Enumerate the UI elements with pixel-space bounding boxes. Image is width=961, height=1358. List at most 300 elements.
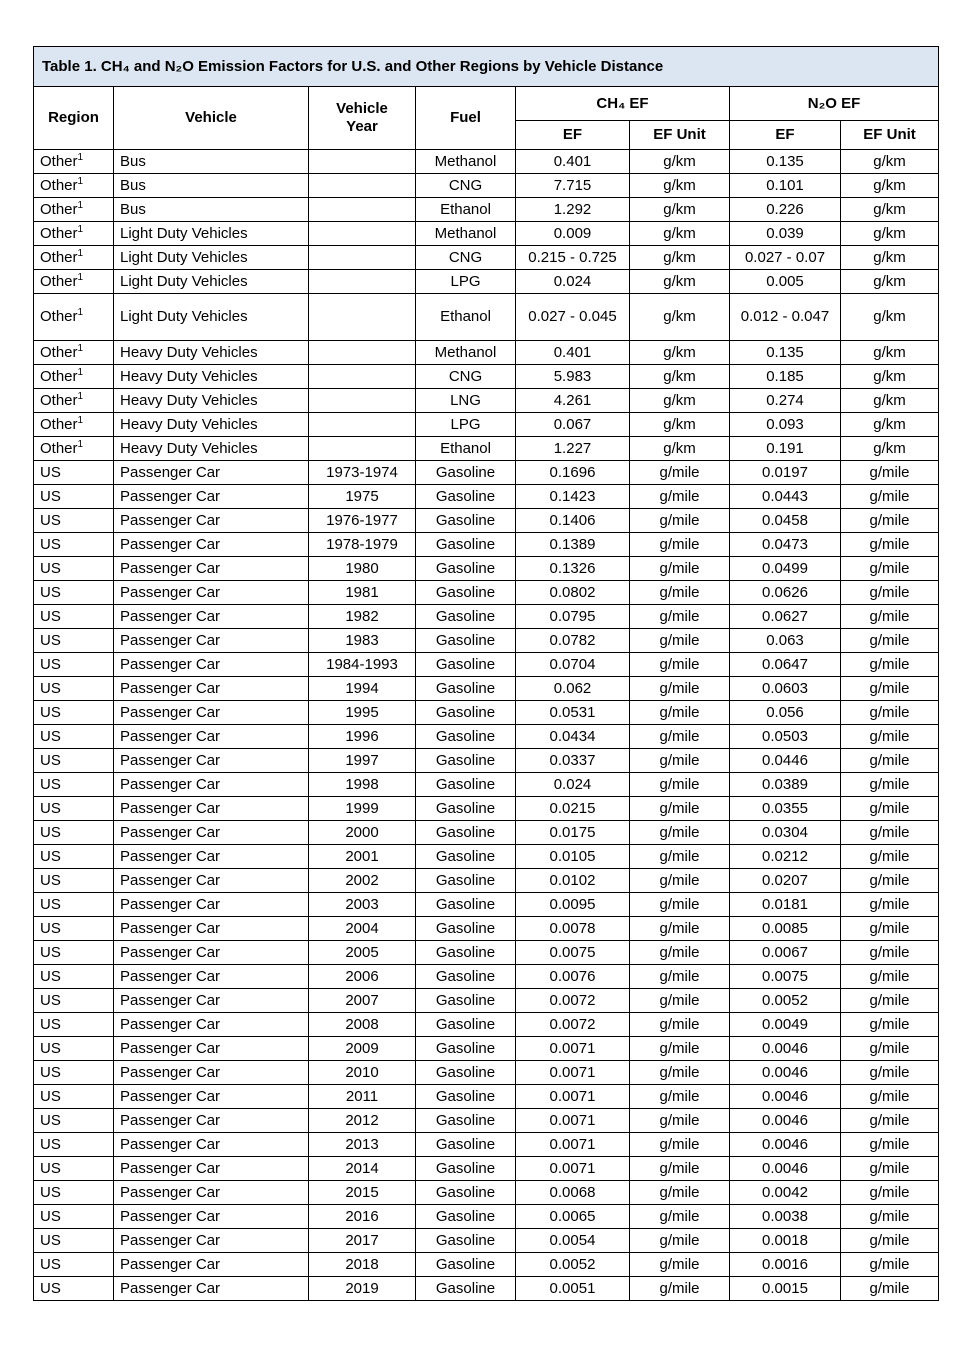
- cell-ch4-ef-unit: g/mile: [630, 1157, 730, 1181]
- cell-vehicle: Heavy Duty Vehicles: [114, 437, 309, 461]
- table-row: [34, 917, 939, 941]
- cell-fuel: Gasoline: [416, 725, 516, 749]
- table-row: [34, 1157, 939, 1181]
- cell-vehicle: Heavy Duty Vehicles: [114, 365, 309, 389]
- cell-region: US: [34, 605, 114, 629]
- cell-ch4-ef-unit: g/mile: [630, 1085, 730, 1109]
- cell-n2o-ef-unit: g/mile: [841, 1133, 939, 1157]
- cell-vehicle-year: 1973-1974: [309, 461, 416, 485]
- cell-region: US: [34, 1085, 114, 1109]
- cell-n2o-ef-unit: g/km: [841, 413, 939, 437]
- cell-region: US: [34, 965, 114, 989]
- cell-region: Other$^1$: [34, 437, 114, 461]
- table-row: [34, 701, 939, 725]
- cell-fuel: Gasoline: [416, 1205, 516, 1229]
- table-row: [34, 533, 939, 557]
- cell-vehicle-year: 2009: [309, 1037, 416, 1061]
- cell-n2o-ef: 0.0046: [730, 1037, 841, 1061]
- cell-region: US: [34, 1253, 114, 1277]
- cell-ch4-ef-unit: g/km: [630, 246, 730, 270]
- table-row: [34, 653, 939, 677]
- table-row: [34, 941, 939, 965]
- cell-ch4-ef: 1.292: [516, 198, 630, 222]
- table-row: [34, 605, 939, 629]
- cell-region: US: [34, 845, 114, 869]
- cell-fuel: Methanol: [416, 150, 516, 174]
- table-row: [34, 557, 939, 581]
- cell-n2o-ef-unit: g/mile: [841, 509, 939, 533]
- cell-vehicle: Passenger Car: [114, 1181, 309, 1205]
- cell-region: Other$^1$: [34, 365, 114, 389]
- cell-vehicle-year: 2000: [309, 821, 416, 845]
- cell-vehicle: Passenger Car: [114, 773, 309, 797]
- table-row: [34, 509, 939, 533]
- cell-n2o-ef: 0.0212: [730, 845, 841, 869]
- cell-vehicle-year: 1981: [309, 581, 416, 605]
- cell-region: Other$^1$: [34, 222, 114, 246]
- cell-fuel: Gasoline: [416, 605, 516, 629]
- cell-n2o-ef-unit: g/mile: [841, 773, 939, 797]
- cell-ch4-ef: 0.0795: [516, 605, 630, 629]
- cell-vehicle: Passenger Car: [114, 989, 309, 1013]
- cell-n2o-ef: 0.0207: [730, 869, 841, 893]
- cell-n2o-ef-unit: g/km: [841, 437, 939, 461]
- cell-ch4-ef: 0.0078: [516, 917, 630, 941]
- cell-vehicle: Passenger Car: [114, 1013, 309, 1037]
- cell-ch4-ef: 1.227: [516, 437, 630, 461]
- cell-ch4-ef: 0.1406: [516, 509, 630, 533]
- cell-n2o-ef: 0.027 - 0.07: [730, 246, 841, 270]
- header-ch4-ef-value: EF: [516, 121, 630, 150]
- cell-vehicle: Bus: [114, 150, 309, 174]
- cell-vehicle: Passenger Car: [114, 797, 309, 821]
- cell-ch4-ef: 0.0215: [516, 797, 630, 821]
- header-n2o-ef: N₂O EF: [730, 87, 939, 121]
- table-row: [34, 461, 939, 485]
- cell-n2o-ef-unit: g/mile: [841, 1205, 939, 1229]
- cell-ch4-ef: 0.0704: [516, 653, 630, 677]
- cell-fuel: Gasoline: [416, 1037, 516, 1061]
- emission-factors-table: [33, 46, 939, 1301]
- cell-region: US: [34, 677, 114, 701]
- cell-ch4-ef-unit: g/mile: [630, 701, 730, 725]
- cell-fuel: Gasoline: [416, 485, 516, 509]
- cell-vehicle-year: 2017: [309, 1229, 416, 1253]
- table-row: [34, 797, 939, 821]
- cell-n2o-ef: 0.0085: [730, 917, 841, 941]
- cell-region: US: [34, 941, 114, 965]
- cell-ch4-ef-unit: g/km: [630, 222, 730, 246]
- cell-vehicle: Passenger Car: [114, 557, 309, 581]
- cell-n2o-ef: 0.0038: [730, 1205, 841, 1229]
- cell-fuel: Gasoline: [416, 797, 516, 821]
- cell-ch4-ef-unit: g/mile: [630, 1205, 730, 1229]
- cell-n2o-ef: 0.0355: [730, 797, 841, 821]
- cell-n2o-ef: 0.0603: [730, 677, 841, 701]
- cell-region: Other$^1$: [34, 294, 114, 341]
- table-row: [34, 869, 939, 893]
- cell-region: US: [34, 1229, 114, 1253]
- cell-n2o-ef: 0.0181: [730, 893, 841, 917]
- cell-ch4-ef-unit: g/mile: [630, 1109, 730, 1133]
- cell-fuel: Gasoline: [416, 989, 516, 1013]
- cell-ch4-ef: 0.1423: [516, 485, 630, 509]
- cell-vehicle: Passenger Car: [114, 605, 309, 629]
- table-row: [34, 629, 939, 653]
- cell-n2o-ef-unit: g/mile: [841, 1085, 939, 1109]
- cell-ch4-ef-unit: g/km: [630, 174, 730, 198]
- cell-region: US: [34, 461, 114, 485]
- cell-n2o-ef: 0.0473: [730, 533, 841, 557]
- cell-vehicle-year: 2015: [309, 1181, 416, 1205]
- cell-ch4-ef: 0.0782: [516, 629, 630, 653]
- cell-ch4-ef: 0.0071: [516, 1037, 630, 1061]
- cell-ch4-ef: 0.401: [516, 150, 630, 174]
- cell-n2o-ef-unit: g/mile: [841, 797, 939, 821]
- cell-ch4-ef-unit: g/mile: [630, 461, 730, 485]
- cell-fuel: Gasoline: [416, 461, 516, 485]
- cell-n2o-ef-unit: g/mile: [841, 989, 939, 1013]
- table-row: [34, 989, 939, 1013]
- cell-n2o-ef: 0.0075: [730, 965, 841, 989]
- cell-region: US: [34, 533, 114, 557]
- cell-vehicle-year: 2014: [309, 1157, 416, 1181]
- cell-fuel: LNG: [416, 389, 516, 413]
- cell-n2o-ef: 0.093: [730, 413, 841, 437]
- cell-n2o-ef-unit: g/mile: [841, 557, 939, 581]
- footnote-marker: 1: [77, 151, 84, 163]
- table-row: [34, 389, 939, 413]
- footnote-marker: 1: [77, 390, 84, 402]
- cell-region: US: [34, 773, 114, 797]
- cell-vehicle-year: [309, 413, 416, 437]
- table-body: [34, 150, 939, 1301]
- cell-ch4-ef-unit: g/mile: [630, 581, 730, 605]
- cell-n2o-ef: 0.0627: [730, 605, 841, 629]
- cell-region: US: [34, 869, 114, 893]
- cell-vehicle: Bus: [114, 198, 309, 222]
- cell-region: US: [34, 989, 114, 1013]
- cell-vehicle-year: [309, 437, 416, 461]
- table-row: [34, 1013, 939, 1037]
- cell-ch4-ef-unit: g/mile: [630, 557, 730, 581]
- cell-n2o-ef: 0.005: [730, 270, 841, 294]
- cell-vehicle: Passenger Car: [114, 581, 309, 605]
- cell-ch4-ef: 0.0071: [516, 1157, 630, 1181]
- cell-vehicle: Passenger Car: [114, 917, 309, 941]
- cell-vehicle-year: 1976-1977: [309, 509, 416, 533]
- table-row: [34, 150, 939, 174]
- cell-vehicle: Heavy Duty Vehicles: [114, 341, 309, 365]
- cell-n2o-ef-unit: g/mile: [841, 653, 939, 677]
- cell-ch4-ef-unit: g/km: [630, 413, 730, 437]
- cell-ch4-ef-unit: g/mile: [630, 509, 730, 533]
- cell-n2o-ef-unit: g/mile: [841, 965, 939, 989]
- cell-vehicle: Light Duty Vehicles: [114, 270, 309, 294]
- footnote-marker: 1: [77, 414, 84, 426]
- cell-ch4-ef-unit: g/mile: [630, 677, 730, 701]
- cell-vehicle-year: [309, 174, 416, 198]
- cell-n2o-ef: 0.0042: [730, 1181, 841, 1205]
- cell-ch4-ef: 0.0051: [516, 1277, 630, 1301]
- cell-vehicle: Passenger Car: [114, 845, 309, 869]
- table-row: [34, 1061, 939, 1085]
- cell-n2o-ef-unit: g/mile: [841, 533, 939, 557]
- cell-vehicle-year: 1997: [309, 749, 416, 773]
- cell-n2o-ef-unit: g/mile: [841, 869, 939, 893]
- cell-vehicle-year: 1982: [309, 605, 416, 629]
- footnote-marker: 1: [77, 366, 84, 378]
- cell-vehicle-year: [309, 389, 416, 413]
- cell-ch4-ef: 0.0071: [516, 1109, 630, 1133]
- cell-fuel: CNG: [416, 365, 516, 389]
- cell-fuel: Gasoline: [416, 845, 516, 869]
- cell-n2o-ef-unit: g/km: [841, 341, 939, 365]
- cell-vehicle-year: 2004: [309, 917, 416, 941]
- cell-ch4-ef-unit: g/km: [630, 341, 730, 365]
- cell-n2o-ef-unit: g/mile: [841, 1037, 939, 1061]
- cell-n2o-ef-unit: g/mile: [841, 1181, 939, 1205]
- cell-vehicle-year: [309, 294, 416, 341]
- cell-ch4-ef: 0.0531: [516, 701, 630, 725]
- cell-fuel: Gasoline: [416, 941, 516, 965]
- cell-ch4-ef: 0.0071: [516, 1061, 630, 1085]
- cell-fuel: Gasoline: [416, 1181, 516, 1205]
- table-row: [34, 581, 939, 605]
- cell-region: Other$^1$: [34, 270, 114, 294]
- cell-vehicle-year: 1975: [309, 485, 416, 509]
- cell-region: US: [34, 557, 114, 581]
- cell-ch4-ef: 0.067: [516, 413, 630, 437]
- cell-ch4-ef-unit: g/mile: [630, 1037, 730, 1061]
- cell-vehicle: Heavy Duty Vehicles: [114, 389, 309, 413]
- cell-vehicle: Passenger Car: [114, 1085, 309, 1109]
- table-row: [34, 677, 939, 701]
- cell-region: Other$^1$: [34, 341, 114, 365]
- cell-region: US: [34, 1013, 114, 1037]
- cell-ch4-ef-unit: g/mile: [630, 725, 730, 749]
- cell-vehicle-year: 2005: [309, 941, 416, 965]
- cell-n2o-ef: 0.101: [730, 174, 841, 198]
- cell-region: US: [34, 1181, 114, 1205]
- cell-n2o-ef-unit: g/mile: [841, 605, 939, 629]
- cell-vehicle: Passenger Car: [114, 629, 309, 653]
- cell-region: US: [34, 701, 114, 725]
- footnote-marker: 1: [77, 271, 84, 283]
- cell-ch4-ef: 4.261: [516, 389, 630, 413]
- cell-vehicle: Passenger Car: [114, 1037, 309, 1061]
- footnote-marker: 1: [77, 247, 84, 259]
- cell-ch4-ef: 0.0075: [516, 941, 630, 965]
- cell-vehicle: Passenger Car: [114, 461, 309, 485]
- cell-fuel: Gasoline: [416, 581, 516, 605]
- cell-n2o-ef: 0.0046: [730, 1157, 841, 1181]
- cell-region: US: [34, 509, 114, 533]
- table-row: [34, 270, 939, 294]
- cell-fuel: Gasoline: [416, 917, 516, 941]
- cell-n2o-ef: 0.191: [730, 437, 841, 461]
- cell-fuel: Gasoline: [416, 773, 516, 797]
- cell-n2o-ef-unit: g/km: [841, 174, 939, 198]
- cell-n2o-ef-unit: g/km: [841, 294, 939, 341]
- cell-vehicle: Passenger Car: [114, 677, 309, 701]
- table-row: [34, 749, 939, 773]
- cell-vehicle-year: [309, 198, 416, 222]
- cell-ch4-ef: 0.0337: [516, 749, 630, 773]
- cell-fuel: Gasoline: [416, 653, 516, 677]
- cell-ch4-ef: 0.0434: [516, 725, 630, 749]
- cell-n2o-ef: 0.063: [730, 629, 841, 653]
- cell-vehicle-year: 2007: [309, 989, 416, 1013]
- cell-vehicle-year: 2003: [309, 893, 416, 917]
- cell-ch4-ef-unit: g/mile: [630, 485, 730, 509]
- cell-n2o-ef: 0.0446: [730, 749, 841, 773]
- cell-region: US: [34, 725, 114, 749]
- cell-n2o-ef: 0.0016: [730, 1253, 841, 1277]
- footnote-marker: 1: [77, 342, 84, 354]
- table-row: [34, 1037, 939, 1061]
- cell-vehicle: Passenger Car: [114, 1109, 309, 1133]
- cell-fuel: Gasoline: [416, 965, 516, 989]
- cell-ch4-ef-unit: g/mile: [630, 1181, 730, 1205]
- cell-region: US: [34, 1277, 114, 1301]
- cell-fuel: Ethanol: [416, 294, 516, 341]
- header-n2o-ef-unit: EF Unit: [841, 121, 939, 150]
- cell-n2o-ef: 0.0046: [730, 1085, 841, 1109]
- cell-n2o-ef-unit: g/mile: [841, 845, 939, 869]
- table-row: [34, 821, 939, 845]
- cell-vehicle-year: [309, 150, 416, 174]
- table-row: [34, 1085, 939, 1109]
- footnote-marker: 1: [77, 175, 84, 187]
- cell-vehicle: Passenger Car: [114, 485, 309, 509]
- header-vehicle: Vehicle: [114, 87, 309, 150]
- cell-region: US: [34, 1037, 114, 1061]
- footnote-marker: 1: [77, 307, 84, 318]
- cell-n2o-ef: 0.0046: [730, 1109, 841, 1133]
- footnote-marker: 1: [77, 223, 84, 235]
- cell-n2o-ef: 0.0389: [730, 773, 841, 797]
- header-fuel: Fuel: [416, 87, 516, 150]
- cell-vehicle: Passenger Car: [114, 749, 309, 773]
- cell-ch4-ef-unit: g/km: [630, 389, 730, 413]
- cell-fuel: Gasoline: [416, 557, 516, 581]
- cell-n2o-ef: 0.0197: [730, 461, 841, 485]
- cell-n2o-ef-unit: g/mile: [841, 821, 939, 845]
- table-row: [34, 1205, 939, 1229]
- cell-vehicle-year: 2008: [309, 1013, 416, 1037]
- table-row: [34, 725, 939, 749]
- cell-vehicle-year: 2010: [309, 1061, 416, 1085]
- cell-fuel: Gasoline: [416, 701, 516, 725]
- table-row: [34, 965, 939, 989]
- cell-ch4-ef: 0.1326: [516, 557, 630, 581]
- cell-vehicle-year: [309, 270, 416, 294]
- table-row: [34, 198, 939, 222]
- table-row: [34, 246, 939, 270]
- cell-vehicle-year: 2002: [309, 869, 416, 893]
- cell-ch4-ef-unit: g/mile: [630, 629, 730, 653]
- cell-ch4-ef-unit: g/mile: [630, 1277, 730, 1301]
- cell-fuel: Methanol: [416, 341, 516, 365]
- cell-n2o-ef-unit: g/mile: [841, 749, 939, 773]
- cell-fuel: CNG: [416, 246, 516, 270]
- cell-vehicle-year: 1999: [309, 797, 416, 821]
- cell-region: US: [34, 893, 114, 917]
- cell-ch4-ef: 0.0076: [516, 965, 630, 989]
- cell-ch4-ef: 0.0072: [516, 989, 630, 1013]
- cell-vehicle: Passenger Car: [114, 701, 309, 725]
- cell-vehicle: Passenger Car: [114, 653, 309, 677]
- cell-n2o-ef-unit: g/mile: [841, 725, 939, 749]
- cell-n2o-ef: 0.0049: [730, 1013, 841, 1037]
- cell-vehicle: Passenger Car: [114, 725, 309, 749]
- cell-ch4-ef-unit: g/mile: [630, 1253, 730, 1277]
- table-row: [34, 437, 939, 461]
- cell-n2o-ef-unit: g/mile: [841, 701, 939, 725]
- cell-n2o-ef: 0.0499: [730, 557, 841, 581]
- cell-fuel: LPG: [416, 413, 516, 437]
- cell-vehicle-year: [309, 365, 416, 389]
- cell-fuel: Gasoline: [416, 509, 516, 533]
- cell-ch4-ef: 0.0068: [516, 1181, 630, 1205]
- cell-vehicle: Heavy Duty Vehicles: [114, 413, 309, 437]
- cell-vehicle-year: 2016: [309, 1205, 416, 1229]
- cell-fuel: LPG: [416, 270, 516, 294]
- cell-vehicle: Passenger Car: [114, 1205, 309, 1229]
- cell-vehicle: Passenger Car: [114, 1229, 309, 1253]
- cell-n2o-ef: 0.0626: [730, 581, 841, 605]
- cell-ch4-ef: 0.0102: [516, 869, 630, 893]
- cell-n2o-ef: 0.0015: [730, 1277, 841, 1301]
- header-region: Region: [34, 87, 114, 150]
- cell-region: US: [34, 917, 114, 941]
- cell-ch4-ef: 0.0071: [516, 1085, 630, 1109]
- cell-vehicle-year: 1984-1993: [309, 653, 416, 677]
- cell-fuel: Gasoline: [416, 869, 516, 893]
- cell-n2o-ef-unit: g/mile: [841, 461, 939, 485]
- cell-ch4-ef-unit: g/mile: [630, 533, 730, 557]
- cell-n2o-ef-unit: g/km: [841, 246, 939, 270]
- cell-n2o-ef: 0.0018: [730, 1229, 841, 1253]
- cell-n2o-ef-unit: g/mile: [841, 941, 939, 965]
- cell-vehicle: Passenger Car: [114, 1157, 309, 1181]
- cell-region: Other$^1$: [34, 246, 114, 270]
- cell-n2o-ef: 0.0503: [730, 725, 841, 749]
- cell-region: US: [34, 581, 114, 605]
- cell-fuel: Gasoline: [416, 1109, 516, 1133]
- cell-n2o-ef-unit: g/mile: [841, 1253, 939, 1277]
- cell-n2o-ef: 0.0443: [730, 485, 841, 509]
- cell-fuel: CNG: [416, 174, 516, 198]
- cell-n2o-ef: 0.185: [730, 365, 841, 389]
- cell-ch4-ef-unit: g/mile: [630, 1133, 730, 1157]
- cell-vehicle: Passenger Car: [114, 1253, 309, 1277]
- table-row: [34, 1109, 939, 1133]
- table-row: [34, 174, 939, 198]
- header-ch4-ef-unit: EF Unit: [630, 121, 730, 150]
- cell-ch4-ef: 0.0054: [516, 1229, 630, 1253]
- cell-vehicle: Passenger Car: [114, 893, 309, 917]
- cell-vehicle-year: 2013: [309, 1133, 416, 1157]
- cell-ch4-ef-unit: g/mile: [630, 1013, 730, 1037]
- cell-n2o-ef-unit: g/mile: [841, 917, 939, 941]
- table-row: [34, 1133, 939, 1157]
- cell-n2o-ef-unit: g/km: [841, 150, 939, 174]
- cell-ch4-ef: 0.024: [516, 270, 630, 294]
- cell-ch4-ef-unit: g/mile: [630, 989, 730, 1013]
- cell-vehicle-year: [309, 246, 416, 270]
